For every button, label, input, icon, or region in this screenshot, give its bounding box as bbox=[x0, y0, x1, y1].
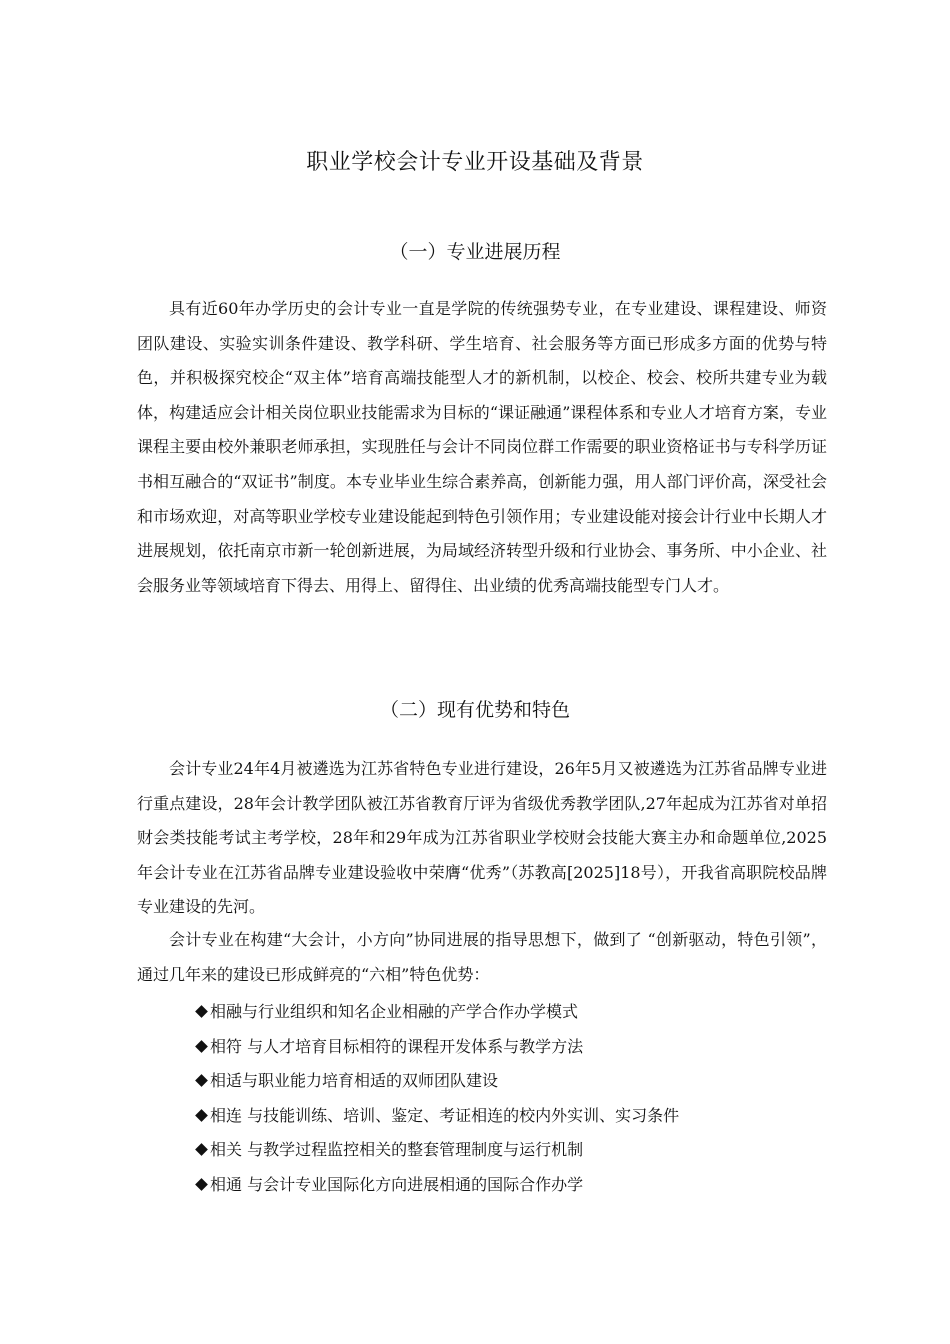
list-item bbox=[196, 1064, 816, 1099]
list-item bbox=[196, 1030, 816, 1065]
list-item bbox=[196, 995, 816, 1030]
list-item bbox=[196, 1168, 816, 1203]
diamond-bullet-icon bbox=[195, 1144, 208, 1157]
advantages-paragraph-1: 会计专业24年4月被遴选为江苏省特色专业进行建设，26年5月又被遴选为江苏省品牌专业进行重点建设，28年会计教学团队被江苏省教育厅评为省级优秀教学团队,27年起成为江苏省对单招财会类技能考试主考学校，28年和29年成为江苏省职业学校财会技能大赛主办和命题单位,2025年会计专业在江苏省品牌专业建设验收中荣膺“优秀”（苏教高[2025]18号），开我省高职院校品牌专业建设的先河。 bbox=[137, 759, 827, 917]
list-item-text: 相通 与会计专业国际化方向进展相通的国际合作办学 bbox=[210, 1174, 584, 1194]
section-heading-advantages: （二）现有优势和特色 bbox=[379, 699, 570, 721]
list-item-text: 相连 与技能训练、培训、鉴定、考证相连的校内外实训、实习条件 bbox=[210, 1105, 680, 1125]
six-features-list bbox=[196, 995, 816, 1203]
list-item bbox=[196, 1133, 816, 1168]
diamond-bullet-icon bbox=[195, 1005, 208, 1018]
diamond-bullet-icon bbox=[195, 1178, 208, 1191]
history-paragraph: 具有近60年办学历史的会计专业一直是学院的传统强势专业，在专业建设、课程建设、师资团队建设、实验实训条件建设、教学科研、学生培育、社会服务等方面已形成多方面的优势与特色，并积极探究校企“双主体”培育高端技能型人才的新机制，以校企、校会、校所共建专业为载体，构建适应会计相关岗位职业技能需求为目标的“课证融通”课程体系和专业人才培育方案，专业课程主要由校外兼职老师承担，实现胜任与会计不同岗位群工作需要的职业资格证书与专科学历证书相互融合的“双证书”制度。本专业毕业生综合素养高，创新能力强，用人部门评价高，深受社会和市场欢迎，对高等职业学校专业建设能起到特色引领作用；专业建设能对接会计行业中长期人才进展规划，依托南京市新一轮创新进展，为局域经济转型升级和行业协会、事务所、中小企业、社会服务业等领域培育下得去、用得上、留得住、出业绩的优秀高端技能型专门人才。 bbox=[137, 299, 827, 595]
list-item-text: 相适与职业能力培育相适的双师团队建设 bbox=[210, 1071, 499, 1091]
document-title: 职业学校会计专业开设基础及背景 bbox=[306, 150, 644, 175]
advantages-paragraph-2: 会计专业在构建“大会计，小方向”协同进展的指导思想下，做到了 “创新驱动，特色引领”，通过几年来的建设已形成鲜亮的“六相”特色优势： bbox=[137, 930, 827, 984]
diamond-bullet-icon bbox=[195, 1040, 208, 1053]
section-heading-history: （一）专业进展历程 bbox=[389, 241, 561, 263]
diamond-bullet-icon bbox=[195, 1074, 208, 1087]
list-item bbox=[196, 1099, 816, 1134]
list-item-text: 相符 与人才培育目标相符的课程开发体系与教学方法 bbox=[210, 1036, 584, 1056]
diamond-bullet-icon bbox=[195, 1109, 208, 1122]
list-item-text: 相融与行业组织和知名企业相融的产学合作办学模式 bbox=[210, 1002, 579, 1021]
list-item-text: 相关 与教学过程监控相关的整套管理制度与运行机制 bbox=[210, 1140, 584, 1160]
